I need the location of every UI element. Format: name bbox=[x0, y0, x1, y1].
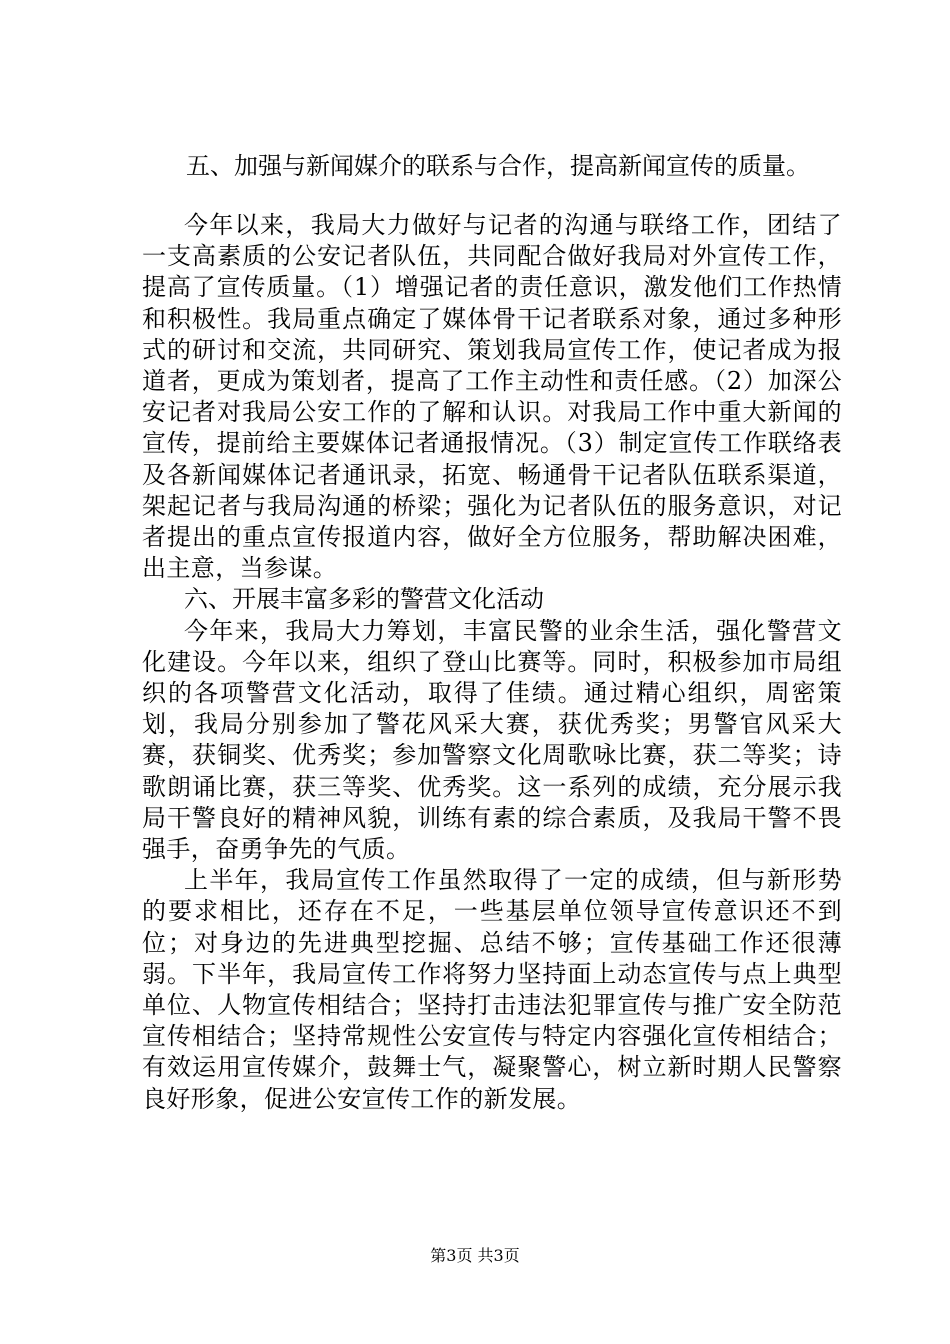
document-body bbox=[142, 146, 842, 1115]
paragraph-culture-activities: 今年来，我局大力筹划，丰富民警的业余生活，强化警营文化建设。今年以来，组织了登山比赛等。同时，积极参加市局组织的各项警营文化活动，取得了佳绩。通过精心组织，周密策划，我局分别参加了警花风采大赛，获优秀奖；男警官风采大赛，获铜奖、优秀奖；参加警察文化周歌咏比赛，获二等奖；诗歌朗诵比赛，获三等奖、优秀奖。这一系列的成绩，充分展示我局干警良好的精神风貌，训练有素的综合素质，及我局干警不畏强手，奋勇争先的气质。 bbox=[142, 616, 842, 864]
paragraph-media-cooperation: 今年以来，我局大力做好与记者的沟通与联络工作，团结了一支高素质的公安记者队伍，共同配合做好我局对外宣传工作，提高了宣传质量。（1）增强记者的责任意识，激发他们工作热情和积极性。我局重点确定了媒体骨干记者联系对象，通过多种形式的研讨和交流，共同研究、策划我局宣传工作，使记者成为报道者，更成为策划者，提高了工作主动性和责任感。（2）加深公安记者对我局公安工作的了解和认识。对我局工作中重大新闻的宣传，提前给主要媒体记者通报情况。（3）制定宣传工作联络表及各新闻媒体记者通讯录，拓宽、畅通骨干记者队伍联系渠道，架起记者与我局沟通的桥梁；强化为记者队伍的服务意识，对记者提出的重点宣传报道内容，做好全方位服务，帮助解决困难，出主意，当参谋。 bbox=[142, 211, 842, 583]
page-footer: 第3页 共3页 bbox=[430, 1246, 520, 1265]
paragraph-summary-outlook: 上半年，我局宣传工作虽然取得了一定的成绩，但与新形势的要求相比，还存在不足，一些基层单位领导宣传意识还不到位；对身边的先进典型挖掘、总结不够；宣传基础工作还很薄弱。下半年，我局宣传工作将努力坚持面上动态宣传与点上典型单位、人物宣传相结合；坚持打击违法犯罪宣传与推广安全防范宣传相结合；坚持常规性公安宣传与特定内容强化宣传相结合；有效运用宣传媒介，鼓舞士气，凝聚警心，树立新时期人民警察良好形象，促进公安宣传工作的新发展。 bbox=[142, 866, 842, 1113]
section-heading-five: 五、加强与新闻媒介的联系与合作，提高新闻宣传的质量。 bbox=[186, 152, 810, 180]
section-heading-six: 六、开展丰富多彩的警营文化活动 bbox=[184, 585, 544, 614]
